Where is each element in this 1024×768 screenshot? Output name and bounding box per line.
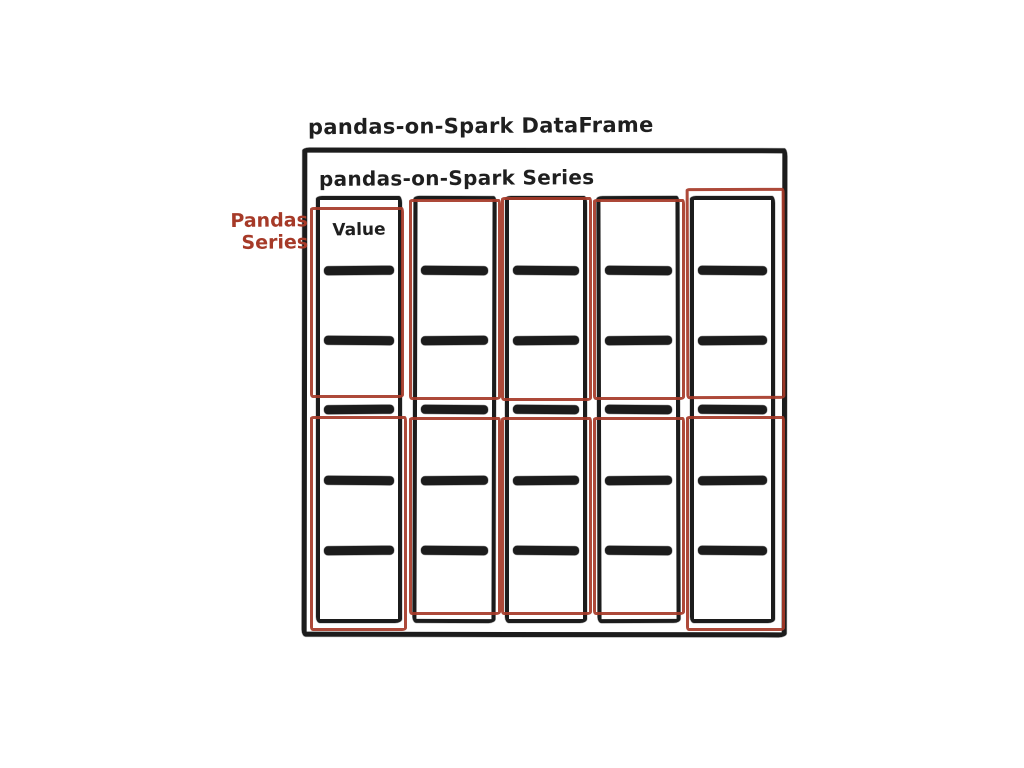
pandas-series-red-box-upper (501, 197, 592, 401)
value-dash (698, 266, 767, 275)
value-dash (324, 405, 394, 415)
value-column-header: Value (332, 219, 386, 241)
value-dash (698, 405, 767, 414)
value-dash (605, 336, 672, 346)
value-dash (324, 476, 394, 485)
value-dash (421, 476, 488, 486)
value-dash (698, 546, 767, 555)
series-column-3 (505, 196, 587, 623)
value-dash (421, 266, 488, 275)
value-dash (324, 546, 394, 556)
value-dash (605, 476, 672, 486)
pandas-series-red-box-upper (593, 199, 685, 400)
value-dash (513, 266, 579, 275)
pandas-series-red-box-upper (409, 199, 501, 400)
pandas-series-label: Pandas Series (230, 209, 309, 254)
series-column-1 (316, 196, 402, 623)
pandas-series-red-box-lower (593, 417, 685, 615)
value-dash (605, 266, 672, 275)
value-dash (513, 476, 579, 486)
value-dash (605, 546, 672, 555)
pandas-series-red-box-upper (686, 188, 786, 399)
series-column-2 (413, 196, 496, 623)
value-dash (421, 336, 488, 346)
value-dash (605, 405, 672, 414)
value-dash (324, 266, 394, 276)
pandas-series-red-box-lower (501, 417, 592, 615)
value-dash (698, 336, 767, 346)
value-dash (513, 405, 579, 414)
pandas-series-red-box-lower (310, 416, 407, 631)
value-dash (324, 336, 394, 345)
value-dash (513, 336, 579, 346)
value-dash (698, 476, 767, 486)
pandas-series-red-box-lower (686, 416, 785, 631)
value-dash (421, 546, 488, 555)
series-column-5 (690, 196, 775, 623)
diagram-title: pandas-on-Spark DataFrame (307, 112, 654, 140)
pandas-series-red-box-lower (409, 417, 501, 615)
value-dash (513, 546, 579, 555)
series-column-4 (597, 196, 680, 623)
value-dash (421, 405, 488, 414)
pandas-on-spark-series-label: pandas-on-Spark Series (318, 165, 595, 191)
